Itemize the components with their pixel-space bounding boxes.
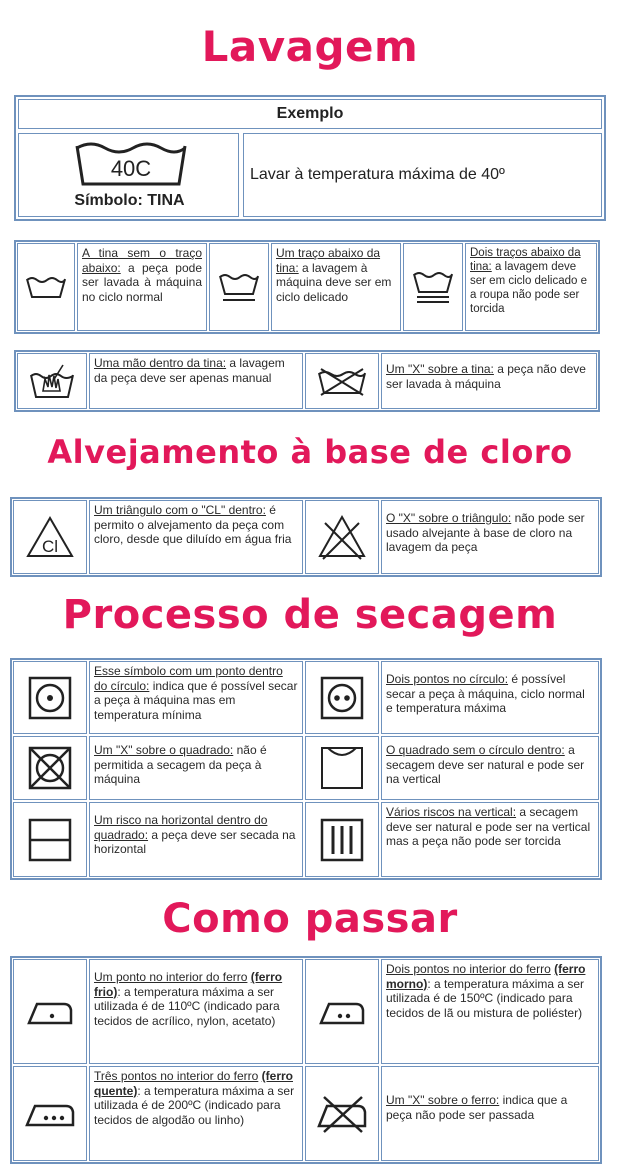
bleach-icon-cell-1: [13, 500, 87, 574]
washtub-temp-label: 40C: [110, 156, 152, 181]
chlorine-icon-text: Cl: [41, 537, 59, 556]
drying-lead-4: O quadrado sem o círculo dentro:: [386, 743, 565, 757]
drying-lead-2: Dois pontos no círculo:: [386, 672, 509, 686]
drying-icon-cell-3: [13, 736, 87, 800]
heading-passar: Como passar: [162, 896, 458, 942]
washing-rest-1: a peça pode ser lavada à máquina no ciclo normal: [82, 260, 202, 304]
washing-text-5: [381, 353, 597, 409]
iron-high-icon: [24, 1100, 76, 1128]
drying-rest-2: é possível secar a peça à máquina, ciclo normal e temperatura máxima: [386, 672, 585, 715]
ironing-icon-cell-3: [13, 1066, 87, 1161]
do-not-wash-icon: [315, 365, 369, 397]
ironing-lead-4: Um "X" sobre o ferro:: [386, 1093, 500, 1107]
washing-lead-2: Um traço abaixo da tina:: [276, 246, 381, 275]
do-not-bleach-icon: [317, 513, 367, 561]
chlorine-triangle-icon: [25, 515, 75, 559]
example-symbol-cell: [18, 133, 239, 217]
ironing-rest-3: : a temperatura máxima a ser utilizada é de 200ºC (indicado para tecidos de algodão ou linho): [94, 1083, 295, 1127]
bleach-lead-1: Um triângulo com o "CL" dentro:: [94, 503, 266, 517]
washtub-one-line-icon: [217, 270, 261, 304]
drying-lead-5: Um risco na horizontal dentro do quadrado:: [94, 813, 268, 842]
heading-secagem: Processo de secagem: [62, 592, 558, 638]
drying-lead-1: Esse símbolo com um ponto dentro do círculo:: [94, 664, 283, 693]
ironing-bold-1: (ferro frio): [94, 970, 283, 999]
example-title: Exemplo: [18, 99, 602, 129]
ironing-text-4: [381, 1066, 599, 1161]
tumble-dry-high-icon: [320, 676, 364, 720]
ironing-bold-2: (ferro morno): [386, 962, 586, 991]
example-description: Lavar à temperatura máxima de 40º: [243, 133, 602, 217]
ironing-lead-2: Dois pontos no interior do ferro: [386, 962, 551, 976]
washing-text-1: [77, 243, 207, 331]
drying-rest-5: a peça deve ser secada na horizontal: [94, 827, 296, 856]
drying-rest-1: indica que é possível secar a peça à máquina mas em temperatura mínima: [94, 678, 298, 722]
drying-text-2: [381, 661, 599, 734]
drying-rest-3: não é permitida a secagem da peça à máquina: [94, 743, 267, 786]
bleach-rest-1: é permito o alvejamento da peça com cloro, desde que diluído em água fria: [94, 503, 292, 546]
washing-icon-cell-2: [209, 243, 269, 331]
ironing-bold-3: (ferro quente): [94, 1069, 293, 1098]
ironing-icon-cell-2: [305, 959, 379, 1064]
drying-icon-cell-5: [13, 802, 87, 877]
ironing-rest-1: : a temperatura máxima a ser utilizada é de 110ºC (indicado para tecidos de acrílico, nylon, acetato): [94, 984, 280, 1028]
hand-wash-icon: [27, 361, 77, 401]
drying-text-1: [89, 661, 303, 734]
washing-rest-2: a lavagem à máquina deve ser em ciclo delicado: [276, 260, 392, 304]
washing-lead-3: Dois traços abaixo da tina:: [470, 247, 581, 273]
washing-icon-cell-1: [17, 243, 75, 331]
do-not-iron-icon: [316, 1094, 368, 1134]
drying-lead-6: Vários riscos na vertical:: [386, 805, 517, 819]
natural-dry-vertical-icon: [320, 746, 364, 790]
drip-dry-icon: [320, 818, 364, 862]
ironing-icon-cell-4: [305, 1066, 379, 1161]
ironing-text-1: [89, 959, 303, 1064]
washing-text-2: [271, 243, 401, 331]
ironing-lead-3: Três pontos no interior do ferro: [94, 1069, 259, 1083]
drying-icon-cell-2: [305, 661, 379, 734]
washing-text-4: [89, 353, 303, 409]
tumble-dry-low-icon: [28, 676, 72, 720]
bleach-text-2: [381, 500, 599, 574]
heading-alvejamento: Alvejamento à base de cloro: [47, 433, 573, 471]
ironing-text-3: [89, 1066, 303, 1161]
washtub-two-lines-icon: [411, 268, 455, 306]
bleach-lead-2: O "X" sobre o triângulo:: [386, 511, 512, 525]
washing-icon-cell-3: [403, 243, 463, 331]
drying-text-4: [381, 736, 599, 800]
washing-lead-5: Um "X" sobre a tina:: [386, 362, 494, 376]
bleach-text-1: [89, 500, 303, 574]
iron-medium-icon: [318, 998, 366, 1026]
washing-rest-4: a lavagem da peça deve ser apenas manual: [94, 356, 285, 385]
drying-icon-cell-1: [13, 661, 87, 734]
washing-lead-1: A tina sem o traço abaixo:: [82, 246, 202, 275]
ironing-icon-cell-1: [13, 959, 87, 1064]
drying-rest-4: a secagem deve ser natural e pode ser na vertical: [386, 743, 585, 786]
heading-lavagem: Lavagem: [201, 22, 419, 71]
drying-icon-cell-6: [305, 802, 379, 877]
washing-text-3: [465, 243, 597, 331]
drying-text-6: [381, 802, 599, 877]
bleach-icon-cell-2: [305, 500, 379, 574]
washing-icon-cell-4: [17, 353, 87, 409]
ironing-rest-2: : a temperatura máxima a ser utilizada é de 150ºC (indicado para tecidos de lã ou mistura de poliéster): [386, 976, 585, 1020]
washtub-icon: [24, 273, 68, 301]
washing-rest-5: a peça não deve ser lavada à máquina: [386, 362, 586, 391]
washing-rest-3: a lavagem deve ser em ciclo delicado e a roupa não pode ser torcida: [470, 261, 587, 315]
washing-lead-4: Uma mão dentro da tina:: [94, 356, 227, 370]
ironing-text-2: [381, 959, 599, 1064]
dry-flat-icon: [28, 818, 72, 862]
ironing-rest-4: indica que a peça não pode ser passada: [386, 1093, 568, 1122]
washing-icon-cell-5: [305, 353, 379, 409]
drying-text-3: [89, 736, 303, 800]
drying-icon-cell-4: [305, 736, 379, 800]
ironing-lead-1: Um ponto no interior do ferro: [94, 970, 248, 984]
do-not-tumble-dry-icon: [28, 746, 72, 790]
washtub-40-icon: [71, 138, 191, 188]
iron-low-icon: [26, 998, 74, 1026]
bleach-rest-2: não pode ser usado alvejante à base de cloro na lavagem da peça: [386, 511, 585, 554]
drying-rest-6: a secagem deve ser natural e pode ser na vertical mas a peça não pode ser torcida: [386, 805, 591, 848]
example-symbol-caption: Símbolo: TINA: [74, 192, 185, 209]
drying-text-5: [89, 802, 303, 877]
drying-lead-3: Um "X" sobre o quadrado:: [94, 743, 234, 757]
